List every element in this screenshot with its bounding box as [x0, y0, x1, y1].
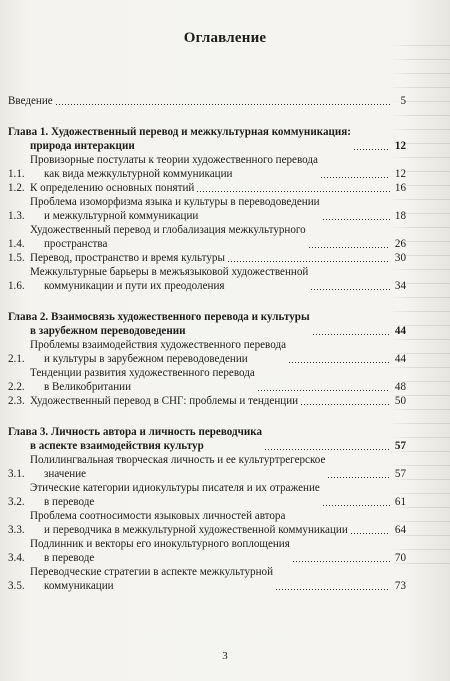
- chapter-title-line2: в аспекте взаимодействия культур: [30, 440, 204, 452]
- toc-chapters: [8, 125, 406, 593]
- section-title-line: Переводческие стратегии в аспекте межкультурной: [30, 566, 274, 578]
- section-page: 12: [394, 168, 406, 180]
- dot-leader: [288, 362, 390, 363]
- section-page: 18: [394, 210, 406, 222]
- toc-section-2-3[interactable]: [8, 394, 406, 408]
- toc-intro-page: 5: [400, 95, 406, 107]
- section-title-line: Этические категории идиокультуры писателя и их отражение: [30, 482, 320, 494]
- toc-section-1-2[interactable]: [8, 181, 406, 195]
- toc-intro-label: Введение: [8, 95, 53, 107]
- toc-intro[interactable]: [8, 94, 406, 108]
- chapter-page: 12: [394, 140, 406, 152]
- toc-section-1-4[interactable]: [8, 223, 406, 251]
- section-number: 3.5.: [8, 580, 25, 592]
- dot-leader: [310, 289, 390, 290]
- dot-leader: [55, 104, 390, 105]
- section-number: 2.3.: [8, 395, 25, 407]
- dot-leader: [308, 247, 390, 248]
- toc-section-1-1[interactable]: [8, 153, 406, 181]
- section-page: 34: [394, 280, 406, 292]
- chapter-title-line1: Глава 1. Художественный перевод и межкультурная коммуникация:: [8, 126, 351, 138]
- section-title-line: Полилингвальная творческая личность и ее культуртрегерское: [30, 454, 326, 466]
- section-title-line: Тенденции развития художественного перевода: [30, 367, 255, 379]
- section-title-line: Проблема изоморфизма языка и культуры в переводоведении: [30, 196, 320, 208]
- chapter-page: 57: [394, 440, 406, 452]
- dot-leader: [275, 589, 390, 590]
- dot-leader: [320, 177, 390, 178]
- section-title-line: Художественный перевод в СНГ: проблемы и тенденции: [30, 395, 299, 407]
- section-page: 64: [394, 524, 406, 536]
- toc-chapter-1[interactable]: [8, 125, 406, 153]
- section-number: 1.1.: [8, 168, 25, 180]
- section-title-line: в Великобритании: [44, 381, 132, 393]
- section-page: 16: [394, 182, 406, 194]
- section-title-line: Перевод, пространство и время культуры: [30, 252, 225, 264]
- toc-section-3-1[interactable]: [8, 453, 406, 481]
- section-number: 1.4.: [8, 238, 25, 250]
- toc-section-3-4[interactable]: [8, 537, 406, 565]
- dot-leader: [327, 477, 390, 478]
- section-title-line: К определению основных понятий: [30, 182, 195, 194]
- toc-section-3-3[interactable]: [8, 509, 406, 537]
- section-page: 48: [394, 381, 406, 393]
- section-number: 3.3.: [8, 524, 25, 536]
- chapter-title-line1: Глава 2. Взаимосвязь художественного перевода и культуры: [8, 311, 310, 323]
- dot-leader: [292, 561, 390, 562]
- section-page: 30: [394, 252, 406, 264]
- dot-leader: [227, 261, 390, 262]
- section-number: 1.5.: [8, 252, 25, 264]
- toc-chapter-3[interactable]: [8, 425, 406, 453]
- section-page: 73: [394, 580, 406, 592]
- section-number: 3.4.: [8, 552, 25, 564]
- section-title-line: в переводе: [44, 496, 95, 508]
- toc-section-3-5[interactable]: [8, 565, 406, 593]
- toc-section-2-2[interactable]: [8, 366, 406, 394]
- section-title-line: и культуры в зарубежном переводоведении: [44, 353, 248, 365]
- dot-leader: [257, 390, 390, 391]
- dot-leader: [300, 404, 390, 405]
- dot-leader: [196, 191, 390, 192]
- section-title-line: значение: [44, 468, 87, 480]
- section-page: 57: [394, 468, 406, 480]
- chapter-title-line2: в зарубежном переводоведении: [30, 325, 186, 337]
- section-number: 3.1.: [8, 468, 25, 480]
- chapter-title-line1: Глава 3. Личность автора и личность переводчика: [8, 426, 263, 438]
- toc-section-1-3[interactable]: [8, 195, 406, 223]
- dot-leader: [350, 533, 390, 534]
- section-title-line: Проблема соотносимости языковых личностей автора: [30, 510, 286, 522]
- toc-section-1-6[interactable]: [8, 265, 406, 293]
- section-number: 1.6.: [8, 280, 25, 292]
- chapter-page: 44: [394, 325, 406, 337]
- section-number: 3.2.: [8, 496, 25, 508]
- section-page: 70: [394, 552, 406, 564]
- toc-chapter-2[interactable]: [8, 310, 406, 338]
- section-title-line: и межкультурной коммуникации: [44, 210, 199, 222]
- section-page: 26: [394, 238, 406, 250]
- toc-section-1-5[interactable]: [8, 251, 406, 265]
- dot-leader: [322, 505, 390, 506]
- page-title: Оглавление: [183, 30, 267, 46]
- page-number: 3: [222, 650, 228, 662]
- toc-section-2-1[interactable]: [8, 338, 406, 366]
- section-number: 2.2.: [8, 381, 25, 393]
- section-number: 1.3.: [8, 210, 25, 222]
- chapter-title-line2: природа интеракции: [30, 140, 135, 152]
- section-title-line: как вида межкультурной коммуникации: [44, 168, 233, 180]
- section-title-line: в переводе: [44, 552, 95, 564]
- section-number: 1.2.: [8, 182, 25, 194]
- section-page: 50: [394, 395, 406, 407]
- dot-leader: [322, 219, 390, 220]
- section-title-line: Проблемы взаимодействия художественного перевода: [30, 339, 287, 351]
- section-title-line: Межкультурные барьеры в межъязыковой художественной: [30, 266, 309, 278]
- section-title-line: Подлинник и векторы его инокультурного воплощения: [30, 538, 290, 550]
- dot-leader: [353, 149, 390, 150]
- toc-section-3-2[interactable]: [8, 481, 406, 509]
- section-title-line: Художественный перевод и глобализация межкультурного: [30, 224, 306, 236]
- section-title-line: и переводчика в межкультурной художественной коммуникации: [44, 524, 348, 536]
- section-title-line: коммуникации: [44, 580, 114, 592]
- section-title-line: Провизорные постулаты к теории художественного перевода: [30, 154, 318, 166]
- section-page: 61: [394, 496, 406, 508]
- dot-leader: [264, 449, 390, 450]
- section-title-line: коммуникации и пути их преодоления: [44, 280, 225, 292]
- dot-leader: [312, 334, 390, 335]
- section-page: 44: [394, 353, 406, 365]
- section-number: 2.1.: [8, 353, 25, 365]
- section-title-line: пространства: [44, 238, 108, 250]
- table-of-contents: [8, 88, 406, 593]
